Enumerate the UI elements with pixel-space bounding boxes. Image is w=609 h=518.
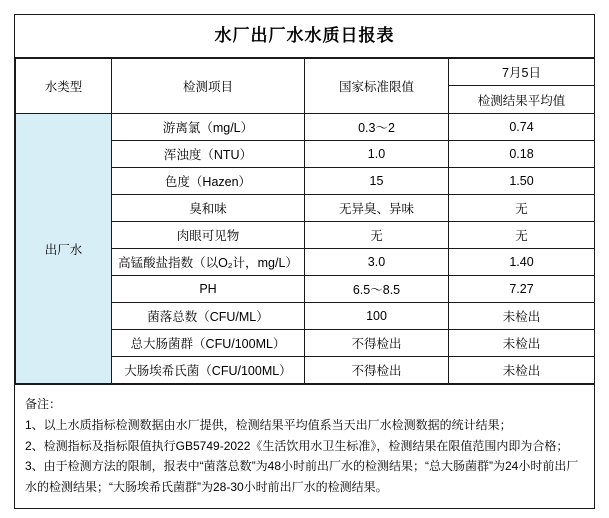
row-standard-value: 6.5～8.5 — [305, 276, 449, 303]
note-line-3: 3、由于检测方法的限制，报表中“菌落总数”为48小时前出厂水的检测结果；“总大肠菌群”为24小时前出厂水的检测结果；“大肠埃希氏菌群”为28-30小时前出厂水的检测结果。 — [25, 459, 579, 494]
header-test-item: 检测项目 — [112, 59, 305, 114]
header-water-type: 水类型 — [16, 59, 112, 114]
water-type-value: 出厂水 — [16, 114, 112, 384]
row-result-value: 未检出 — [449, 357, 595, 384]
row-result-value: 未检出 — [449, 330, 595, 357]
row-item-label: 臭和味 — [112, 195, 305, 222]
row-item-label: 大肠埃希氏菌（CFU/100ML） — [112, 357, 305, 384]
report-title: 水厂出厂水水质日报表 — [15, 15, 594, 58]
header-result-average: 检测结果平均值 — [449, 86, 595, 114]
water-quality-table — [15, 58, 595, 384]
row-standard-value: 100 — [305, 303, 449, 330]
notes-section — [14, 385, 595, 508]
notes-label: 备注： — [25, 397, 62, 412]
note-line-1: 1、以上水质指标检测数据由水厂提供，检测结果平均值系当天出厂水检测数据的统计结果； — [25, 418, 512, 433]
table-header — [16, 59, 595, 114]
row-item-label: 总大肠菌群（CFU/100ML） — [112, 330, 305, 357]
row-standard-value: 1.0 — [305, 141, 449, 168]
row-result-value: 1.50 — [449, 168, 595, 195]
header-national-standard: 国家标准限值 — [305, 59, 449, 114]
row-item-label: PH — [112, 276, 305, 303]
row-item-label: 色度（Hazen） — [112, 168, 305, 195]
row-standard-value: 无异臭、异味 — [305, 195, 449, 222]
table-body — [16, 114, 595, 384]
row-item-label: 浑浊度（NTU） — [112, 141, 305, 168]
row-result-value: 无 — [449, 222, 595, 249]
row-standard-value: 15 — [305, 168, 449, 195]
row-item-label: 菌落总数（CFU/ML） — [112, 303, 305, 330]
row-item-label: 肉眼可见物 — [112, 222, 305, 249]
row-result-value: 未检出 — [449, 303, 595, 330]
row-item-label: 游离氯（mg/L） — [112, 114, 305, 141]
row-result-value: 0.74 — [449, 114, 595, 141]
header-date: 7月5日 — [449, 59, 595, 86]
row-standard-value: 3.0 — [305, 249, 449, 276]
row-result-value: 7.27 — [449, 276, 595, 303]
row-standard-value: 无 — [305, 222, 449, 249]
table-row — [16, 114, 595, 141]
row-standard-value: 0.3～2 — [305, 114, 449, 141]
report-frame — [14, 14, 595, 385]
row-standard-value: 不得检出 — [305, 330, 449, 357]
row-item-label: 高锰酸盐指数（以O₂计，mg/L） — [112, 249, 305, 276]
row-standard-value: 不得检出 — [305, 357, 449, 384]
row-result-value: 1.40 — [449, 249, 595, 276]
header-row-1 — [16, 59, 595, 86]
note-line-2: 2、检测指标及指标限值执行GB5749-2022《生活饮用水卫生标准》，检测结果在限值范围内即为合格； — [25, 438, 569, 453]
row-result-value: 无 — [449, 195, 595, 222]
row-result-value: 0.18 — [449, 141, 595, 168]
